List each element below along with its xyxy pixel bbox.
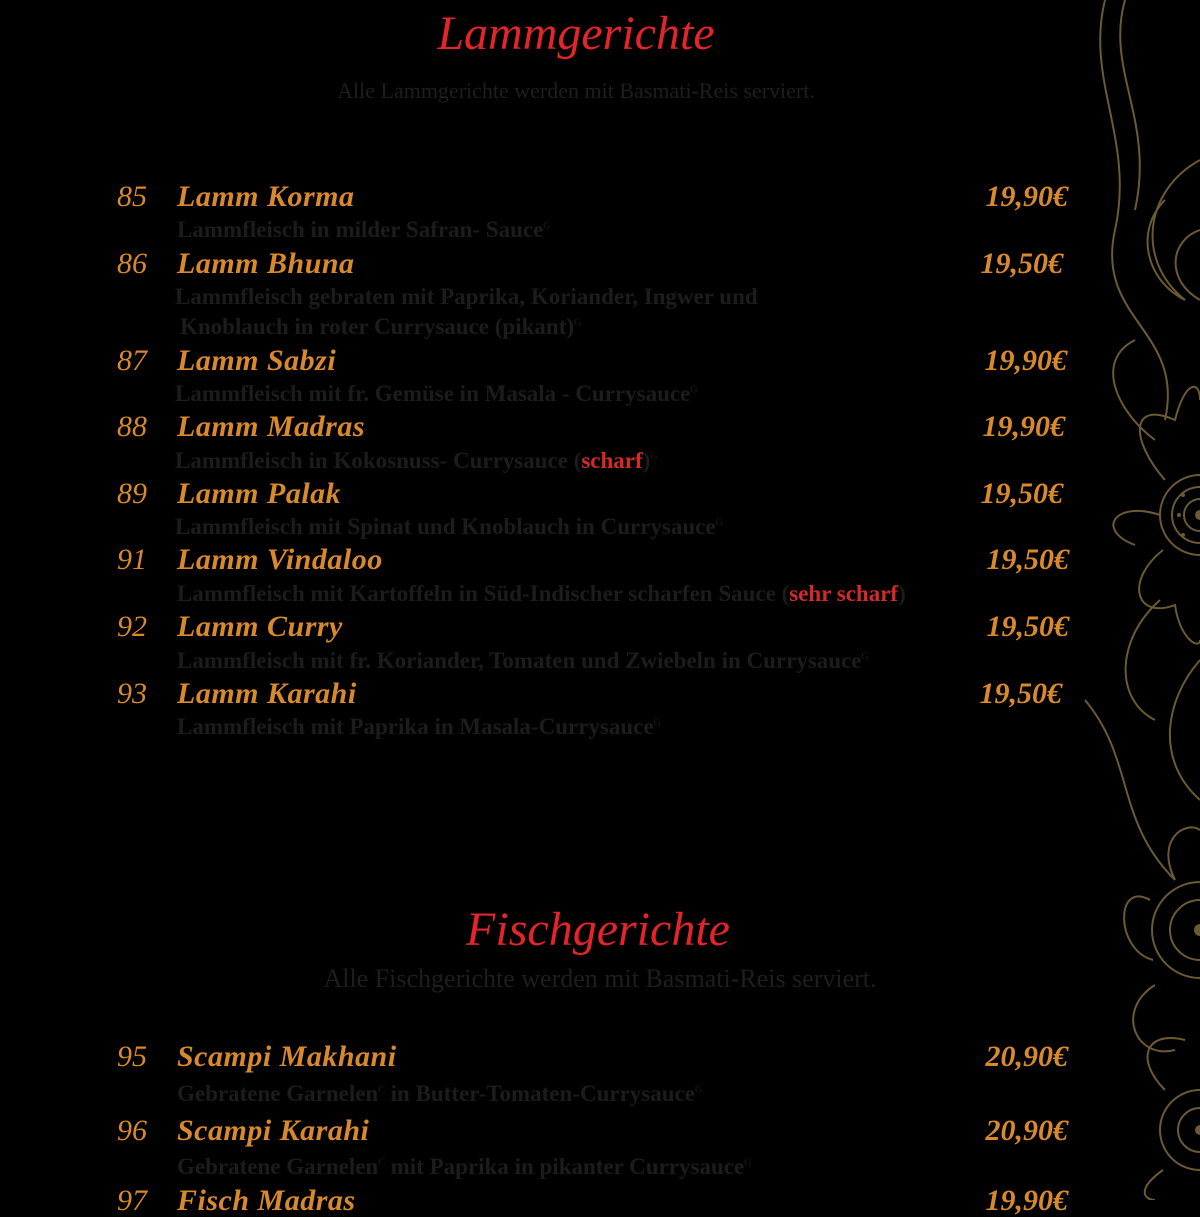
item-description-line2: Knoblauch in roter Currysauce (pikant)$^G$ — [180, 314, 582, 339]
allergen-mark: C — [378, 1157, 385, 1169]
floral-ornament-icon — [1075, 0, 1200, 1200]
item-name: Fisch Madras — [177, 1184, 356, 1217]
item-number: 96 — [117, 1114, 147, 1147]
allergen-mark: G — [574, 317, 582, 329]
allergen-mark: G — [543, 220, 551, 232]
item-name: Lamm Curry — [177, 610, 343, 643]
item-description: Lammfleisch gebraten mit Paprika, Koriander, Ingwer und — [175, 284, 758, 309]
item-name: Scampi Karahi — [177, 1114, 370, 1147]
item-number: 87 — [117, 344, 147, 377]
item-description: Gebratene Garnelen$^C$ mit Paprika in pikanter Currysauce$^G$ — [177, 1154, 752, 1179]
item-price: 19,50€ — [980, 477, 1063, 510]
allergen-mark: G — [861, 651, 869, 663]
item-description: Lammfleisch mit Kartoffeln in Süd-Indischer scharfen Sauce (sehr scharf) — [177, 581, 906, 606]
item-price: 19,90€ — [985, 1184, 1068, 1217]
allergen-mark: G — [744, 1157, 752, 1169]
item-description: Lammfleisch in milder Safran- Sauce$^G$ — [177, 217, 551, 242]
section-title-fish: Fischgerichte — [466, 903, 730, 956]
item-description: Lammfleisch in Kokosnuss- Currysauce (scharf)$^G$ — [175, 448, 658, 473]
section-subtitle-lamb: Alle Lammgerichte werden mit Basmati-Reis serviert. — [337, 78, 815, 103]
item-number: 86 — [117, 247, 147, 280]
item-name: Lamm Sabzi — [177, 344, 337, 377]
item-price: 19,90€ — [984, 344, 1067, 377]
item-description: Gebratene Garnelen$^C$ in Butter-Tomaten-Currysauce$^G$ — [177, 1081, 703, 1106]
section-title-lamb: Lammgerichte — [437, 7, 715, 60]
allergen-mark: G — [690, 384, 698, 396]
item-number: 91 — [117, 543, 147, 576]
spicy-label: sehr scharf — [789, 581, 899, 606]
item-price: 19,50€ — [986, 543, 1069, 576]
allergen-mark: G — [694, 1084, 703, 1096]
item-price: 19,50€ — [980, 247, 1063, 280]
item-price: 20,90€ — [985, 1114, 1068, 1147]
allergen-mark: G — [715, 517, 723, 529]
item-price: 19,50€ — [986, 610, 1069, 643]
item-number: 88 — [117, 410, 147, 443]
item-price: 19,90€ — [982, 410, 1065, 443]
item-name: Lamm Bhuna — [177, 247, 355, 280]
item-name: Lamm Karahi — [177, 677, 357, 710]
item-price: 19,50€ — [979, 677, 1062, 710]
item-number: 97 — [117, 1184, 147, 1217]
section-subtitle-fish: Alle Fischgerichte werden mit Basmati-Reis serviert. — [323, 964, 877, 993]
item-name: Lamm Palak — [177, 477, 342, 510]
item-description: Lammfleisch mit Spinat und Knoblauch in Currysauce$^G$ — [175, 514, 723, 539]
item-name: Scampi Makhani — [177, 1040, 397, 1073]
allergen-mark: C — [378, 1084, 385, 1096]
item-description: Lammfleisch mit Paprika in Masala-Currysauce$^G$ — [177, 714, 661, 739]
item-name: Lamm Vindaloo — [177, 543, 383, 576]
allergen-mark: G — [653, 717, 661, 729]
item-name: Lamm Madras — [177, 410, 366, 443]
allergen-mark: G — [650, 451, 658, 463]
item-description: Lammfleisch mit fr. Koriander, Tomaten und Zwiebeln in Currysauce$^G$ — [177, 648, 869, 673]
item-name: Lamm Korma — [177, 180, 355, 213]
item-number: 92 — [117, 610, 147, 643]
item-number: 93 — [117, 677, 147, 710]
item-description: Lammfleisch mit fr. Gemüse in Masala - Currysauce$^G$ — [175, 381, 698, 406]
spicy-label: scharf — [581, 448, 643, 473]
item-price: 19,90€ — [985, 180, 1068, 213]
item-number: 85 — [117, 180, 147, 213]
item-price: 20,90€ — [985, 1040, 1068, 1073]
item-number: 89 — [117, 477, 147, 510]
item-number: 95 — [117, 1040, 147, 1073]
